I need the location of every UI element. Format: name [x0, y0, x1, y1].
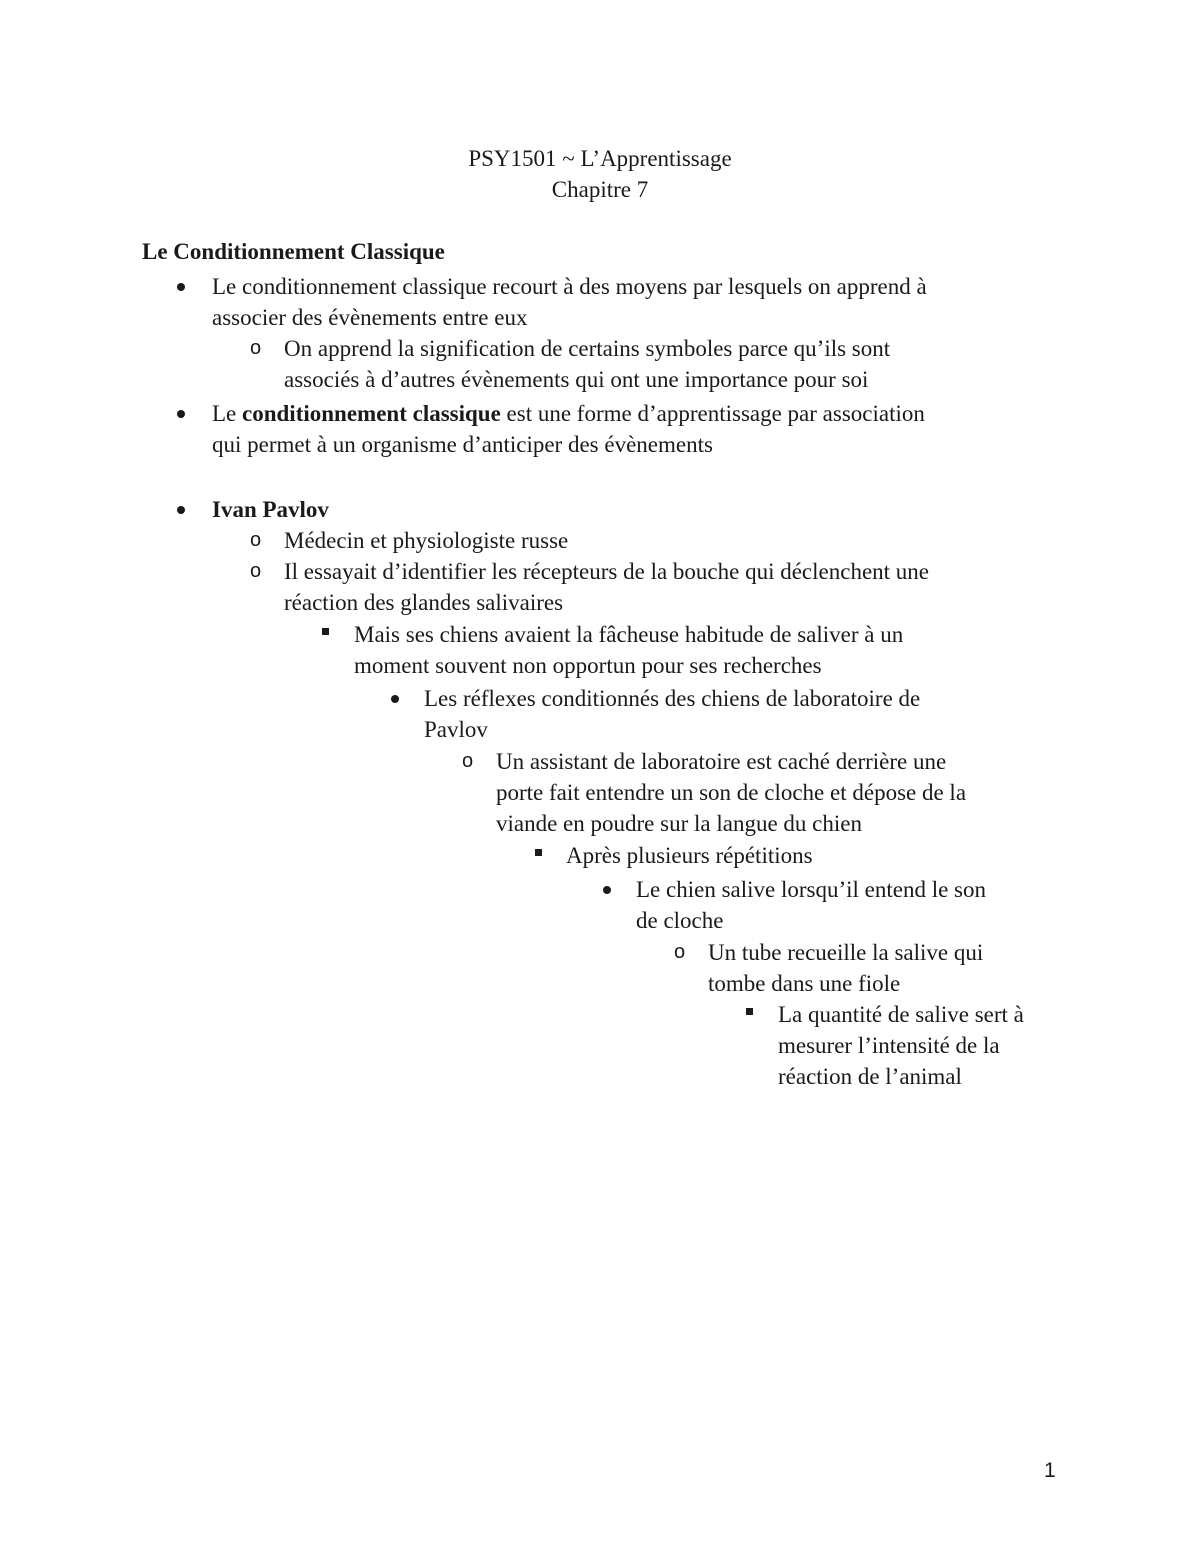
list-item	[496, 746, 966, 839]
list-item	[284, 556, 929, 618]
list-item-text: réaction des glandes salivaires	[284, 590, 564, 615]
list-item-text: porte fait entendre un son de cloche et dépose de la	[496, 780, 967, 805]
list-item-text: viande en poudre sur la langue du chien	[496, 811, 862, 836]
bullet-disc-icon	[603, 886, 611, 894]
list-item-text: Il essayait d’identifier les récepteurs de la bouche qui déclenchent une	[284, 559, 929, 584]
list-item-text: On apprend la signification de certains symboles parce qu’ils sont	[284, 336, 891, 361]
text-run: est une forme d’apprentissage par association	[500, 401, 925, 426]
list-item-text: Mais ses chiens avaient la fâcheuse habitude de saliver à un	[354, 622, 904, 647]
bullet-square-icon	[746, 1008, 753, 1015]
bullet-circle-icon: o	[250, 560, 262, 582]
list-item	[354, 619, 903, 681]
list-item: Médecin et physiologiste russe	[284, 528, 569, 553]
list-item: Après plusieurs répétitions	[566, 843, 813, 868]
bullet-circle-icon: o	[250, 529, 262, 551]
list-item-text: Le conditionnement classique recourt à des moyens par lesquels on apprend à	[212, 274, 927, 299]
document-title: PSY1501 ~ L’Apprentissage	[468, 146, 732, 171]
bullet-disc-icon	[177, 283, 185, 291]
list-item-text: de cloche	[636, 908, 724, 933]
page-number: 1	[1044, 1459, 1056, 1482]
list-item	[424, 683, 920, 745]
list-item	[636, 874, 986, 936]
list-item-text: Les réflexes conditionnés des chiens de laboratoire de	[424, 686, 921, 711]
bullet-disc-icon	[177, 506, 185, 514]
bullet-circle-icon: o	[250, 337, 262, 359]
text-run: Le	[212, 401, 243, 426]
list-item-text: La quantité de salive sert à	[778, 1002, 1024, 1027]
bullet-circle-icon: o	[674, 941, 686, 963]
bullet-square-icon	[535, 849, 542, 856]
list-item-text: mesurer l’intensité de la	[778, 1033, 1000, 1058]
bold-term: conditionnement classique	[242, 401, 501, 426]
bullet-disc-icon	[391, 695, 399, 703]
bullet-square-icon	[322, 628, 329, 635]
list-item-text: qui permet à un organisme d’anticiper des évènements	[212, 432, 713, 457]
list-item-text: Un tube recueille la salive qui	[708, 940, 984, 965]
list-item-text: Pavlov	[424, 717, 488, 742]
document-subtitle: Chapitre 7	[551, 177, 649, 202]
list-item-text: moment souvent non opportun pour ses recherches	[354, 653, 822, 678]
list-item	[284, 333, 890, 395]
list-item-text: Le chien salive lorsqu’il entend le son	[636, 877, 987, 902]
list-item-text	[212, 398, 925, 429]
list-item-heading: Ivan Pavlov	[212, 497, 329, 522]
bullet-disc-icon	[177, 410, 185, 418]
list-item	[778, 999, 1024, 1092]
list-item-text: Un assistant de laboratoire est caché derrière une	[496, 749, 947, 774]
list-item-text: associés à d’autres évènements qui ont une importance pour soi	[284, 367, 869, 392]
section-heading: Le Conditionnement Classique	[142, 239, 445, 264]
list-item	[212, 271, 927, 333]
list-item-text: tombe dans une fiole	[708, 971, 901, 996]
list-item-text: réaction de l’animal	[778, 1064, 962, 1089]
list-item-text: associer des évènements entre eux	[212, 305, 528, 330]
list-item	[212, 398, 925, 460]
list-item	[708, 937, 983, 999]
bullet-circle-icon: o	[462, 750, 474, 772]
